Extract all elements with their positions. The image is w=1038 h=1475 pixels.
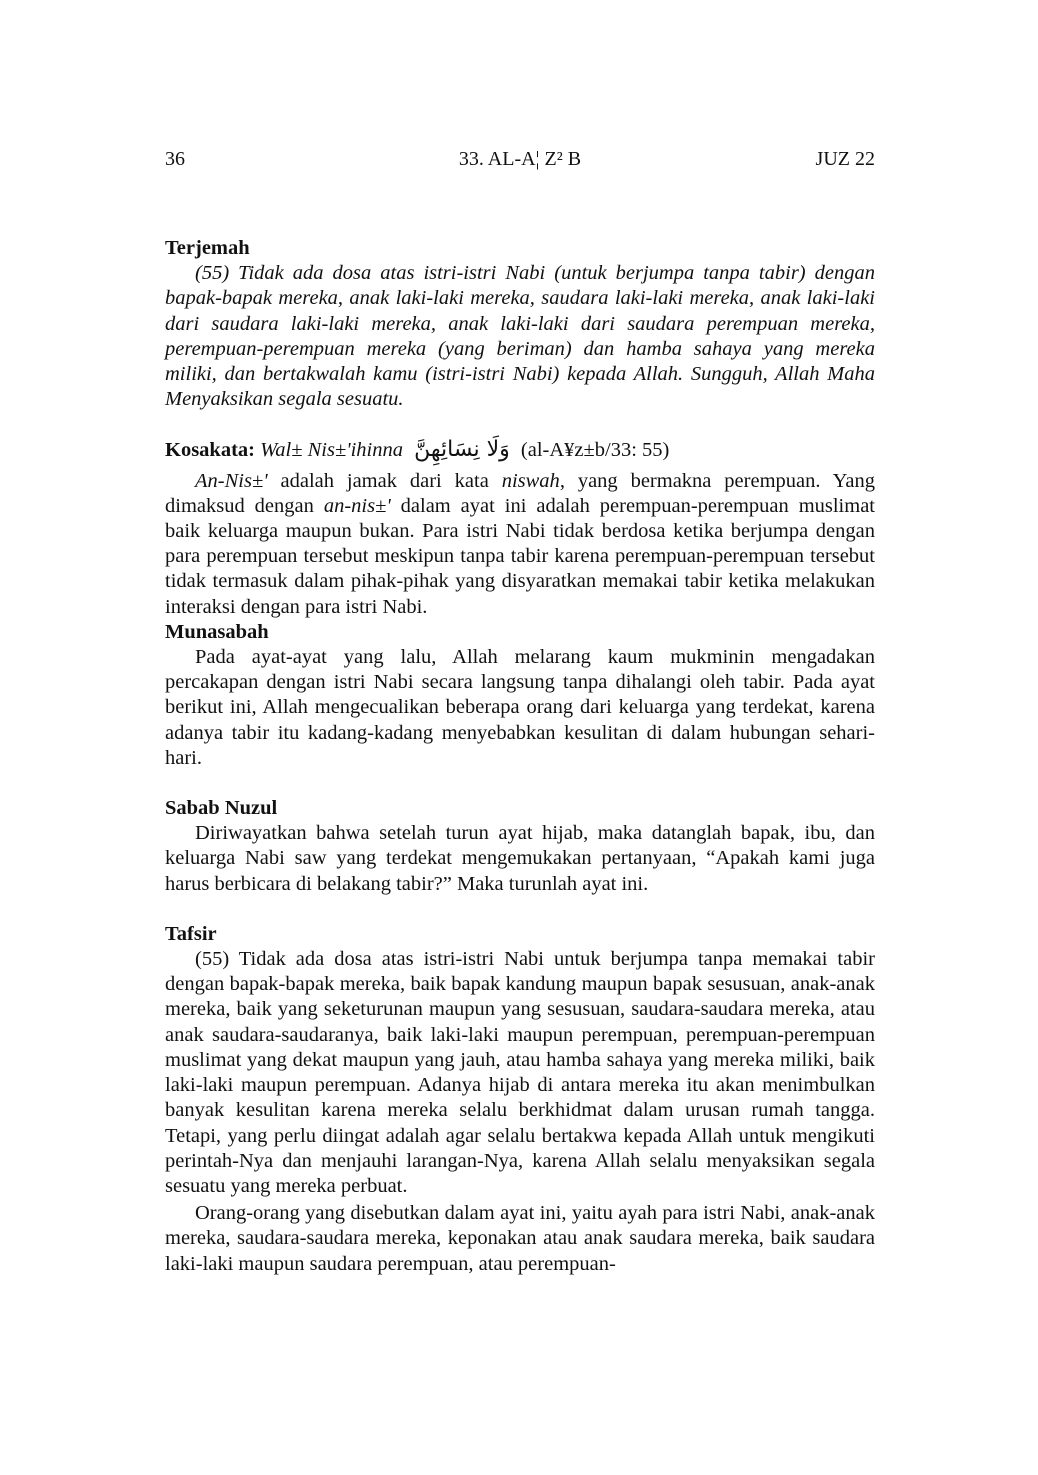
sabab-nuzul-text: Diriwayatkan bahwa setelah turun ayat hijab, maka datanglah bapak, ibu, dan keluarga Nabi saw yang terdekat mengemukakan pertanyaan, “Apakah kami juga harus berbicara di belakang tabir?” Maka turunlah ayat ini. — [165, 822, 875, 895]
tafsir-paragraph-1: (55) Tidak ada dosa atas istri-istri Nabi untuk berjumpa tanpa memakai tabir dengan bapak-bapak mereka, baik bapak kandung maupun bapak sesusuan, anak-anak mereka, baik yang seketurunan maupun yang sesusuan, saudara-saudara mereka, atau anak saudara-saudaranya, baik laki-laki maupun perempuan, perempuan-perempuan muslimat yang dekat maupun yang jauh, atau hamba sahaya yang mereka miliki, baik laki-laki maupun perempuan. Adanya hijab di antara mereka itu akan menimbulkan banyak kesulitan karena mereka selalu berkhidmat dalam urusan rumah tangga. Tetapi, yang perlu diingat adalah agar selalu bertakwa kepada Allah untuk mengikuti perintah-Nya dan menjauhi larangan-Nya, karena Allah selalu menyaksikan segala sesuatu yang mereka perbuat. — [165, 948, 875, 1197]
surah-title: 33. AL-A¦ Z² B — [458, 148, 582, 170]
kosakata-text-b: , yang bermakna perempuan. Yang dimaksud dengan — [165, 469, 875, 517]
kosakata-text-a: adalah jamak dari kata — [267, 469, 502, 492]
kosakata-word: niswah — [501, 469, 560, 492]
sabab-nuzul-heading: Sabab Nuzul — [165, 797, 278, 820]
kosakata-arabic: وَلَا نِسَائِهِنَّ — [414, 437, 510, 463]
munasabah-text: Pada ayat-ayat yang lalu, Allah melarang kaum mukminin mengadakan percakapan dengan istri Nabi secara langsung tanpa dihalangi oleh tabir. Pada ayat berikut ini, Allah mengecualikan beberapa orang dari keluarga yang terdekat, karena adanya tabir itu kadang-kadang menyebabkan kesulitan di dalam hubungan sehari-hari. — [165, 646, 875, 769]
juz-label: JUZ 22 — [815, 148, 875, 170]
kosakata-section — [165, 437, 875, 619]
kosakata-explanation — [165, 469, 875, 620]
kosakata-term: An-Nis±' — [195, 469, 268, 492]
sabab-nuzul-section — [165, 796, 875, 897]
page-number: 36 — [165, 148, 185, 170]
kosakata-transliteration: Wal± Nis±'ihinna — [260, 439, 403, 462]
tafsir-section — [165, 922, 875, 1277]
tafsir-heading: Tafsir — [165, 922, 217, 945]
kosakata-line — [165, 437, 875, 463]
kosakata-term2: an-nis±' — [323, 494, 391, 517]
content — [165, 236, 875, 1277]
terjemah-heading: Terjemah — [165, 237, 250, 259]
running-header — [165, 146, 875, 172]
terjemah-section — [165, 236, 875, 412]
kosakata-text-c: dalam ayat ini adalah perempuan-perempuan muslimat baik keluarga maupun bukan. Para istri Nabi tidak berdosa ketika berjumpa dengan para perempuan tersebut meskipun tanpa tabir karena perempuan-perempuan tersebut tidak termasuk dalam pihak-pihak yang disyaratkan memakai tabir ketika melakukan interaksi dengan para istri Nabi. — [165, 494, 875, 618]
tafsir-paragraph-2: Orang-orang yang disebutkan dalam ayat ini, yaitu ayah para istri Nabi, anak-anak mereka, saudara-saudara mereka, keponakan atau anak saudara mereka, baik saudara laki-laki maupun saudara perempuan, atau perempuan- — [165, 1202, 875, 1275]
kosakata-reference: (al-A¥z±b/33: 55) — [520, 439, 670, 462]
munasabah-section — [165, 620, 875, 771]
terjemah-text: (55) Tidak ada dosa atas istri-istri Nabi (untuk berjumpa tanpa tabir) dengan bapak-bapak mereka, anak laki-laki mereka, saudara laki-laki mereka, anak laki-laki dari saudara laki-laki mereka, anak laki-laki dari saudara perempuan mereka, perempuan-perempuan mereka (yang beriman) dan hamba sahaya yang mereka miliki, dan bertakwalah kamu (istri-istri Nabi) kepada Allah. Sungguh, Allah Maha Menyaksikan segala sesuatu. — [165, 262, 875, 411]
kosakata-label: Kosakata: — [165, 439, 255, 462]
munasabah-heading: Munasabah — [165, 620, 269, 643]
